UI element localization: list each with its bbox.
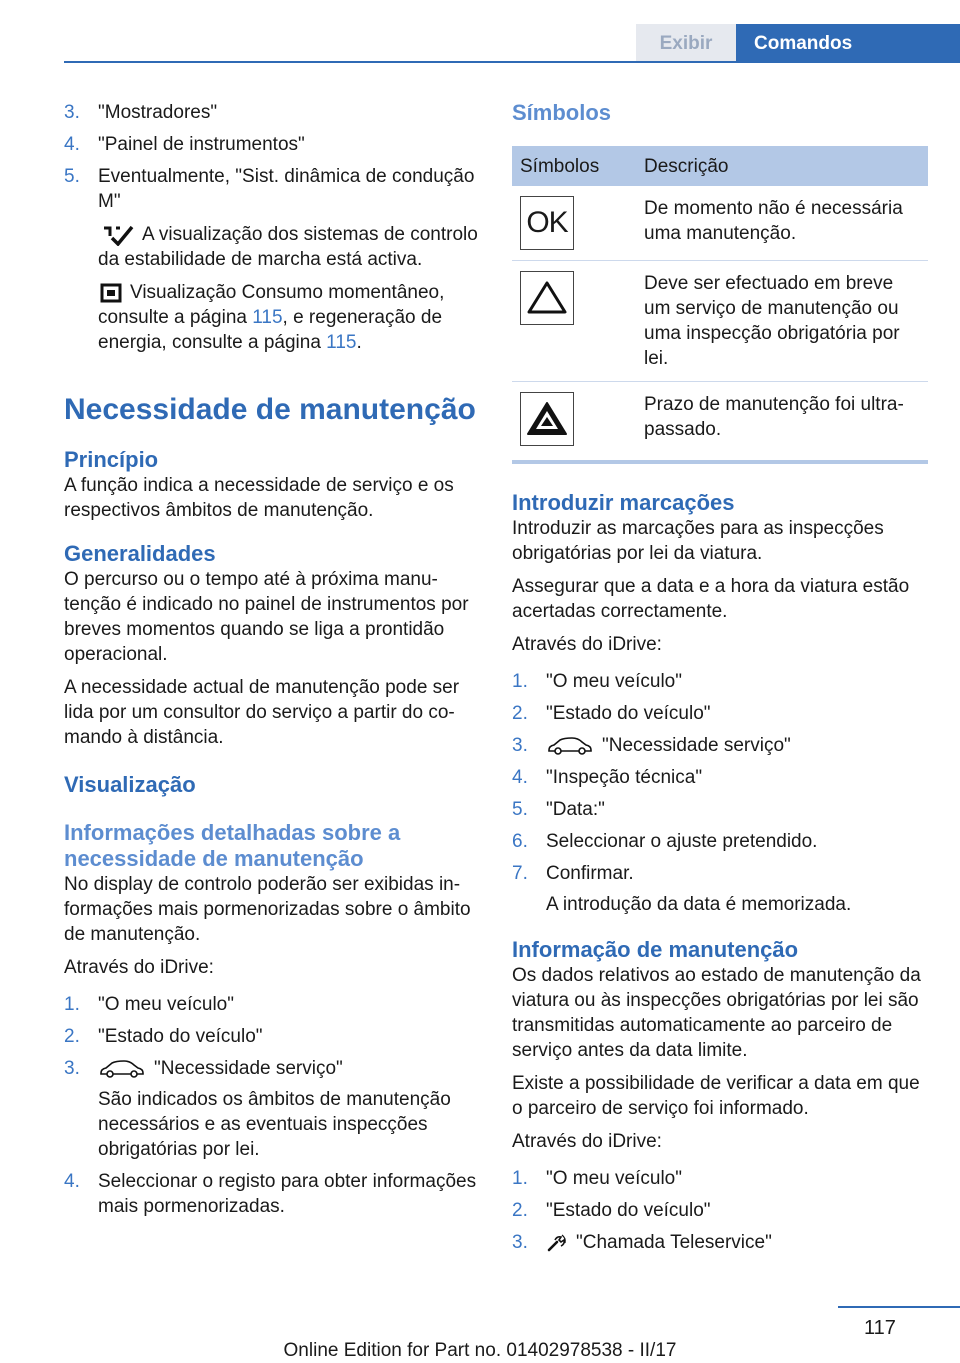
footer-rule: [838, 1306, 960, 1308]
list-item: [64, 1169, 480, 1219]
page-number: 117: [864, 1317, 896, 1339]
list-number: 2.: [64, 1026, 80, 1047]
paragraph: Através do iDrive:: [512, 1131, 662, 1152]
list-number: 3.: [512, 1232, 528, 1253]
page-link[interactable]: 115: [326, 332, 357, 353]
list-item: [512, 701, 928, 726]
list-text: "Estado do veículo": [546, 1200, 711, 1221]
note-text: , e regeneração de energia, consulte a página: [98, 307, 443, 353]
list-subtext: A introdução da data é memorizada.: [546, 894, 852, 915]
list-item: [512, 829, 928, 854]
list-text: "Chamada Teleservice": [576, 1232, 772, 1253]
list-displays: [64, 100, 480, 355]
list-text: "Necessidade serviço": [154, 1058, 343, 1079]
list-number: 5.: [64, 166, 80, 187]
paragraph: O percurso ou o tempo até à próxima manutenção é indicado no painel de instrumentos por breves momentos quando se liga a prontidão operacional.: [64, 569, 469, 665]
list-text: "Data:": [546, 799, 605, 820]
list-text: Seleccionar o registo para obter informações mais pormenorizadas.: [98, 1171, 477, 1217]
list-text: "Inspeção técnica": [546, 767, 703, 788]
list-teleservice-steps: [512, 1166, 928, 1255]
consumption-display-icon: [100, 283, 122, 303]
list-item: [512, 1230, 928, 1255]
edition-footer: Online Edition for Part no. 01402978538 - II/17: [283, 1340, 677, 1361]
section-heading: Generalidades: [64, 541, 216, 566]
list-number: 2.: [512, 703, 528, 724]
list-number: 6.: [512, 831, 528, 852]
list-number: 4.: [64, 1171, 80, 1192]
paragraph: Os dados relativos ao estado de manutenção da viatura ou às inspecções obrigatórias por lei são transmitidas automaticamente ao parceiro de serviço antes da data limite.: [512, 965, 921, 1061]
table-row: [512, 186, 928, 261]
section-heading: Símbolos: [512, 100, 612, 125]
list-number: 5.: [512, 799, 528, 820]
ok-icon-text: OK: [526, 206, 568, 239]
list-text: "Necessidade serviço": [602, 735, 791, 756]
paragraph: Através do iDrive:: [512, 634, 662, 655]
list-number: 2.: [512, 1200, 528, 1221]
list-number: 3.: [64, 102, 80, 123]
table-cell: Prazo de manutenção foi ultrapassado.: [636, 382, 928, 463]
list-number: 3.: [512, 735, 528, 756]
page-title: Necessidade de manutenção: [64, 393, 476, 426]
list-item: [64, 132, 480, 157]
list-text: "Estado do veículo": [98, 1026, 263, 1047]
list-item: [512, 797, 928, 822]
list-number: 3.: [64, 1058, 80, 1079]
teleservice-wrench-icon: [546, 1233, 568, 1253]
table-cell: Deve ser efectuado em breve um serviço de manutenção ou uma inspecção obrigatória por lei.: [636, 261, 928, 382]
list-text: Confirmar.: [546, 863, 634, 884]
list-idrive-steps: [64, 992, 480, 1219]
table-cell: [512, 186, 636, 261]
table-cell: De momento não é necessária uma manutenção.: [636, 186, 928, 261]
warning-triangle-icon: [520, 271, 574, 325]
list-note: [98, 222, 480, 272]
list-text: Seleccionar o ajuste pretendido.: [546, 831, 818, 852]
section-heading: Visualização: [64, 772, 196, 797]
list-text: "Painel de instrumentos": [98, 134, 305, 155]
paragraph: A função indica a necessidade de serviço e os respectivos âmbitos de manutenção.: [64, 475, 454, 521]
list-number: 4.: [512, 767, 528, 788]
table-cell: [512, 382, 636, 463]
list-text: Eventualmente, "Sist. dinâmica de condução M": [98, 166, 475, 212]
list-text: "O meu veículo": [546, 671, 682, 692]
paragraph: Existe a possibilidade de verificar a data em que o parceiro de serviço foi informado.: [512, 1073, 920, 1119]
table-cell: [512, 261, 636, 382]
table-header-row: [512, 146, 928, 186]
paragraph: A necessidade actual de manutenção pode ser lida por um consultor do serviço a partir do comando à distância.: [64, 677, 460, 748]
table-row: [512, 261, 928, 382]
list-number: 1.: [512, 1168, 528, 1189]
table-row: [512, 382, 928, 463]
note-text: .: [356, 332, 362, 353]
dynamic-stability-check-icon: [102, 224, 134, 246]
symbols-table: [512, 146, 928, 464]
car-service-icon: [546, 736, 594, 756]
list-text: "O meu veículo": [98, 994, 234, 1015]
table-header: Símbolos: [512, 146, 636, 186]
left-column: [64, 100, 480, 1226]
list-subtext: São indicados os âmbitos de manutenção necessários e as eventuais inspecções obrigatórias por lei.: [98, 1089, 451, 1160]
list-item: [64, 1024, 480, 1049]
paragraph: Introduzir as marcações para as inspecções obrigatórias por lei da viatura.: [512, 518, 884, 564]
right-column: [512, 100, 928, 1262]
header-rule: [64, 61, 960, 63]
list-marcacoes-steps: [512, 669, 928, 917]
list-number: 4.: [64, 134, 80, 155]
list-item: [512, 669, 928, 694]
paragraph: Assegurar que a data e a hora da viatura estão acertadas correctamente.: [512, 576, 910, 622]
list-note: [98, 280, 480, 355]
page-link[interactable]: 115: [252, 307, 283, 328]
list-item: [512, 1166, 928, 1191]
overdue-triangle-icon: [520, 392, 574, 446]
paragraph: Através do iDrive:: [64, 957, 214, 978]
list-text: "Mostradores": [98, 102, 218, 123]
list-item: [512, 1198, 928, 1223]
list-item: [512, 733, 928, 758]
tab-exibir[interactable]: Exibir: [636, 24, 736, 62]
list-text: "Estado do veículo": [546, 703, 711, 724]
list-item: [64, 992, 480, 1017]
list-number: 1.: [64, 994, 80, 1015]
list-number: 1.: [512, 671, 528, 692]
note-text: Visualização Consumo momentâneo, consulte a página: [98, 282, 445, 328]
section-heading: Princípio: [64, 447, 159, 472]
note-text: A visualização dos sistemas de controlo da estabilidade de marcha está activa.: [98, 224, 478, 270]
tab-comandos[interactable]: Comandos: [736, 24, 960, 62]
list-item: [64, 100, 480, 125]
table-header: Descrição: [636, 146, 928, 186]
list-item: [512, 861, 928, 917]
paragraph: No display de controlo poderão ser exibidas informações mais pormenorizadas sobre o âmbito de manutenção.: [64, 874, 471, 945]
list-item: [64, 1056, 480, 1162]
list-item: [64, 164, 480, 355]
list-number: 7.: [512, 863, 528, 884]
subsection-heading: Informações detalhadas sobre a necessidade de manutenção: [64, 820, 401, 871]
ok-icon: [520, 196, 574, 250]
section-heading: Introduzir marcações: [512, 490, 735, 515]
section-heading: Informação de manutenção: [512, 937, 799, 962]
list-text: "O meu veículo": [546, 1168, 682, 1189]
list-item: [512, 765, 928, 790]
car-service-icon: [98, 1059, 146, 1079]
